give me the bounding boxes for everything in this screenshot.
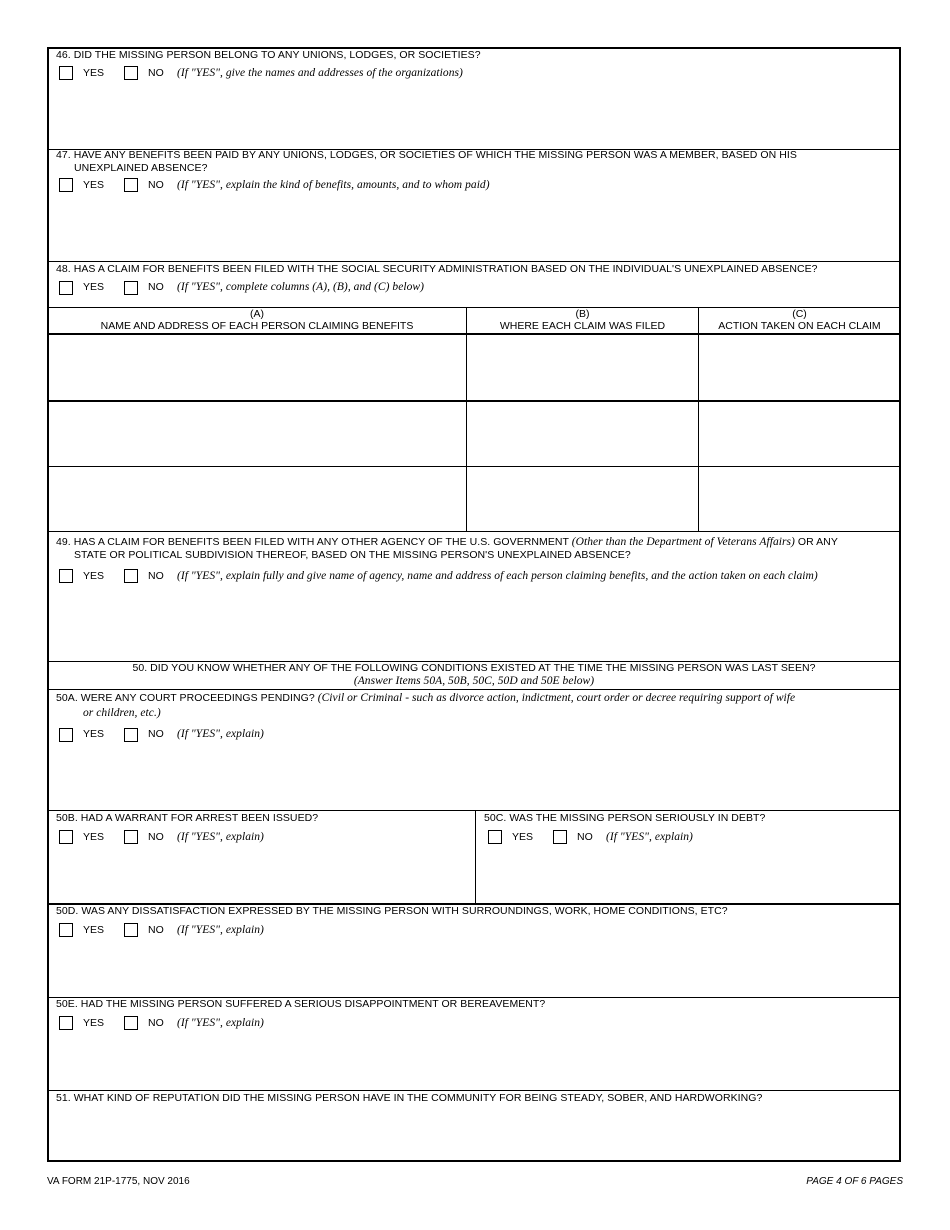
q46-no-label: NO xyxy=(148,67,164,79)
q49-instruction: (If "YES", explain fully and give name of agency, name and address of each person claiming benefits, and the action taken on each claim) xyxy=(177,570,818,582)
question-51: 51. WHAT KIND OF REPUTATION DID THE MISSING PERSON HAVE IN THE COMMUNITY FOR BEING STEADY, SOBER, AND HARDWORKING? xyxy=(56,1092,763,1104)
q50a-parenthetical: (Civil or Criminal - such as divorce action, indictment, court order or decree requiring support of wife xyxy=(317,692,796,704)
q50d-yes-label: YES xyxy=(83,924,105,936)
q50b-yes-checkbox[interactable] xyxy=(59,830,73,844)
q50e-instruction: (If "YES", explain) xyxy=(177,1017,264,1029)
q50a-no-label: NO xyxy=(148,728,164,740)
table-cell[interactable] xyxy=(467,467,697,530)
column-a-label: NAME AND ADDRESS OF EACH PERSON CLAIMING BENEFITS xyxy=(100,320,414,332)
q50c-instruction: (If "YES", explain) xyxy=(606,831,693,843)
q47-answer-area[interactable] xyxy=(50,198,898,258)
table-cell[interactable] xyxy=(467,335,697,399)
divider xyxy=(48,261,900,262)
q50c-yes-checkbox[interactable] xyxy=(488,830,502,844)
q46-yes-label: YES xyxy=(83,67,105,79)
q47-yes-checkbox[interactable] xyxy=(59,178,73,192)
column-c-header xyxy=(699,308,900,332)
column-b-label: WHERE EACH CLAIM WAS FILED xyxy=(499,320,666,332)
divider xyxy=(48,689,900,690)
q48-no-label: NO xyxy=(148,281,164,293)
q50a-yes-label: YES xyxy=(83,728,105,740)
table-cell[interactable] xyxy=(467,402,697,465)
question-50: 50. DID YOU KNOW WHETHER ANY OF THE FOLLOWING CONDITIONS EXISTED AT THE TIME THE MISSING PERSON WAS LAST SEEN? xyxy=(132,662,816,674)
question-47-line2: UNEXPLAINED ABSENCE? xyxy=(74,162,208,174)
q48-no-checkbox[interactable] xyxy=(124,281,138,295)
q51-answer-area[interactable] xyxy=(50,1108,898,1160)
q50b-instruction: (If "YES", explain) xyxy=(177,831,264,843)
q49-yes-label: YES xyxy=(83,570,105,582)
q50e-no-label: NO xyxy=(148,1017,164,1029)
q47-instruction: (If "YES", explain the kind of benefits, amounts, and to whom paid) xyxy=(177,179,490,191)
divider xyxy=(48,531,900,532)
question-50c: 50C. WAS THE MISSING PERSON SERIOUSLY IN DEBT? xyxy=(484,812,766,824)
q50d-answer-area[interactable] xyxy=(50,943,898,995)
column-a-letter: (A) xyxy=(250,308,264,320)
q46-yes-checkbox[interactable] xyxy=(59,66,73,80)
question-50a-line2: or children, etc.) xyxy=(83,707,161,719)
q46-answer-area[interactable] xyxy=(50,86,898,146)
column-divider xyxy=(475,810,476,903)
q50e-yes-checkbox[interactable] xyxy=(59,1016,73,1030)
divider xyxy=(48,810,900,811)
divider xyxy=(48,1090,900,1091)
q50d-yes-checkbox[interactable] xyxy=(59,923,73,937)
question-48: 48. HAS A CLAIM FOR BENEFITS BEEN FILED WITH THE SOCIAL SECURITY ADMINISTRATION BASED ON THE INDIVIDUAL'S UNEXPLAINED ABSENCE? xyxy=(56,263,818,275)
question-50b: 50B. HAD A WARRANT FOR ARREST BEEN ISSUED? xyxy=(56,812,319,824)
q47-no-label: NO xyxy=(148,179,164,191)
q49-answer-area[interactable] xyxy=(50,590,898,658)
question-50e: 50E. HAD THE MISSING PERSON SUFFERED A SERIOUS DISAPPOINTMENT OR BEREAVEMENT? xyxy=(56,998,546,1010)
table-cell[interactable] xyxy=(699,335,899,399)
q48-instruction: (If "YES", complete columns (A), (B), and (C) below) xyxy=(177,281,424,293)
question-49-line2: STATE OR POLITICAL SUBDIVISION THEREOF, BASED ON THE MISSING PERSON'S UNEXPLAINED ABSENCE? xyxy=(74,549,631,561)
question-50a-line1 xyxy=(56,692,795,705)
q50e-no-checkbox[interactable] xyxy=(124,1016,138,1030)
q50c-no-label: NO xyxy=(577,831,593,843)
table-cell[interactable] xyxy=(49,335,465,399)
q50b-answer-area[interactable] xyxy=(50,850,473,901)
q50a-yes-checkbox[interactable] xyxy=(59,728,73,742)
q50a-text: 50A. WERE ANY COURT PROCEEDINGS PENDING? xyxy=(56,692,315,704)
column-a-header xyxy=(48,308,466,332)
q50d-instruction: (If "YES", explain) xyxy=(177,924,264,936)
q50-instruction: (Answer Items 50A, 50B, 50C, 50D and 50E below) xyxy=(353,675,595,687)
q50e-yes-label: YES xyxy=(83,1017,105,1029)
q50b-no-checkbox[interactable] xyxy=(124,830,138,844)
q47-yes-label: YES xyxy=(83,179,105,191)
q49-parenthetical: (Other than the Department of Veterans Affairs) xyxy=(571,536,795,548)
q50b-yes-label: YES xyxy=(83,831,105,843)
question-46: 46. DID THE MISSING PERSON BELONG TO ANY UNIONS, LODGES, OR SOCIETIES? xyxy=(56,49,481,61)
column-b-header xyxy=(467,308,698,332)
question-50d: 50D. WAS ANY DISSATISFACTION EXPRESSED BY THE MISSING PERSON WITH SURROUNDINGS, WORK, HOME CONDITIONS, ETC? xyxy=(56,905,728,917)
q46-instruction: (If "YES", give the names and addresses of the organizations) xyxy=(177,67,463,79)
question-47-line1: 47. HAVE ANY BENEFITS BEEN PAID BY ANY UNIONS, LODGES, OR SOCIETIES OF WHICH THE MISSING PERSON WAS A MEMBER, BASED ON HIS xyxy=(56,149,797,161)
q50a-instruction: (If "YES", explain) xyxy=(177,728,264,740)
q50a-answer-area[interactable] xyxy=(50,748,898,807)
q50c-no-checkbox[interactable] xyxy=(553,830,567,844)
column-b-letter: (B) xyxy=(575,308,590,320)
q50c-answer-area[interactable] xyxy=(478,850,898,901)
form-number: VA FORM 21P-1775, NOV 2016 xyxy=(47,1176,190,1187)
column-c-label: ACTION TAKEN ON EACH CLAIM xyxy=(718,320,881,332)
q49-text-b: OR ANY xyxy=(797,536,838,548)
table-cell[interactable] xyxy=(699,467,899,530)
q49-yes-checkbox[interactable] xyxy=(59,569,73,583)
question-49-line1 xyxy=(56,536,838,549)
q49-text-a: 49. HAS A CLAIM FOR BENEFITS BEEN FILED WITH ANY OTHER AGENCY OF THE U.S. GOVERNMENT xyxy=(56,536,569,548)
q50b-no-label: NO xyxy=(148,831,164,843)
q50d-no-label: NO xyxy=(148,924,164,936)
table-cell[interactable] xyxy=(49,402,465,465)
q50a-no-checkbox[interactable] xyxy=(124,728,138,742)
q50d-no-checkbox[interactable] xyxy=(124,923,138,937)
column-c-letter: (C) xyxy=(792,308,807,320)
q50e-answer-area[interactable] xyxy=(50,1036,898,1088)
q50c-yes-label: YES xyxy=(512,831,534,843)
q49-no-checkbox[interactable] xyxy=(124,569,138,583)
table-cell[interactable] xyxy=(49,467,465,530)
table-cell[interactable] xyxy=(699,402,899,465)
q46-no-checkbox[interactable] xyxy=(124,66,138,80)
q49-no-label: NO xyxy=(148,570,164,582)
page-number: PAGE 4 OF 6 PAGES xyxy=(806,1176,903,1187)
q47-no-checkbox[interactable] xyxy=(124,178,138,192)
q48-yes-label: YES xyxy=(83,281,105,293)
q48-yes-checkbox[interactable] xyxy=(59,281,73,295)
